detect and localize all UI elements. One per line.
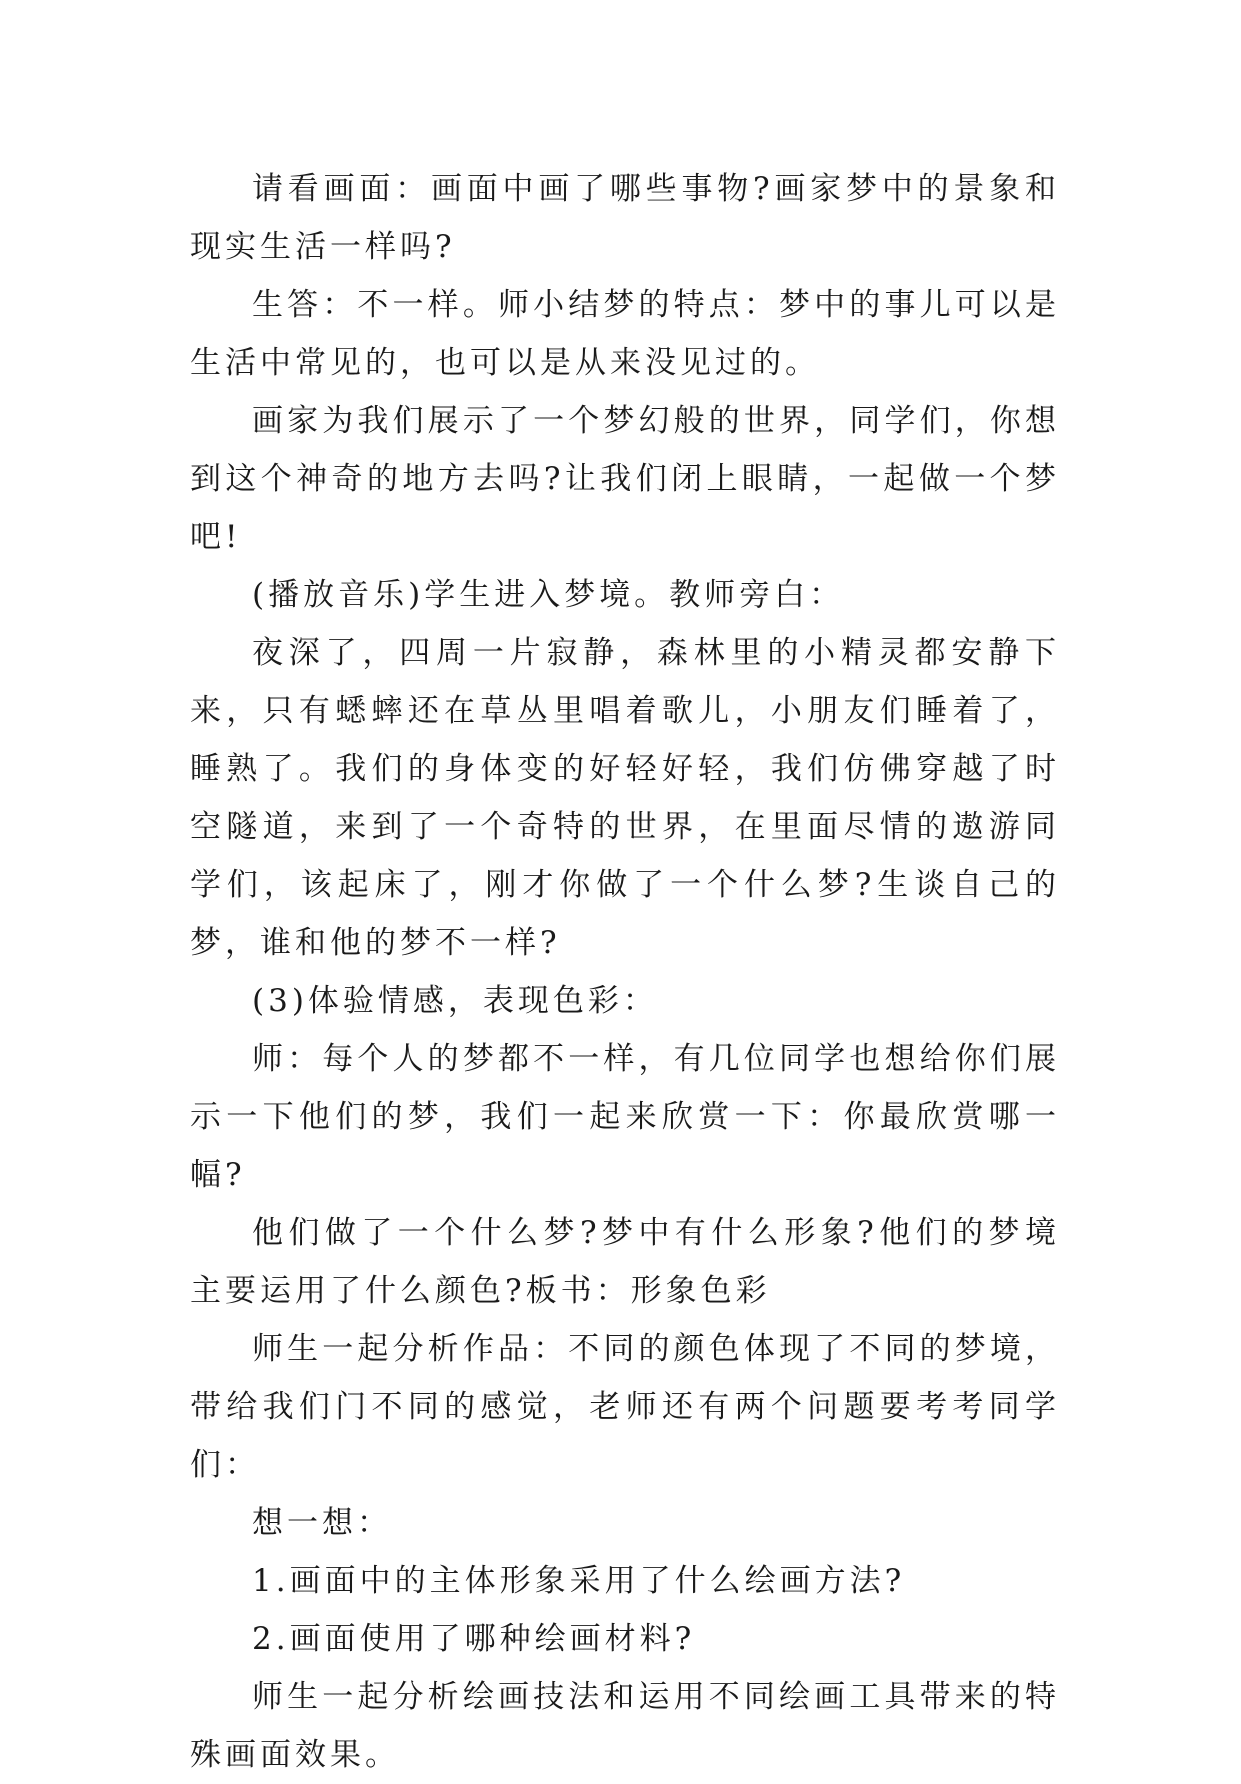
paragraph: 夜深了，四周一片寂静，森林里的小精灵都安静下来，只有蟋蟀还在草丛里唱着歌儿，小朋友们睡着了，睡熟了。我们的身体变的好轻好轻，我们仿佛穿越了时空隧道，来到了一个奇特的世界，在里面尽情的遨游同学们，该起床了，刚才你做了一个什么梦?生谈自己的梦，谁和他的梦不一样? — [190, 635, 1060, 961]
paragraph: 师生一起分析绘画技法和运用不同绘画工具带来的特殊画面效果。 — [190, 1679, 1060, 1773]
paragraph: 师生一起分析作品：不同的颜色体现了不同的梦境，带给我们门不同的感觉，老师还有两个问题要考考同学们： — [190, 1331, 1060, 1483]
paragraph: 师：每个人的梦都不一样，有几位同学也想给你们展示一下他们的梦，我们一起来欣赏一下：你最欣赏哪一幅? — [190, 1041, 1060, 1193]
document-body — [190, 160, 1060, 1784]
paragraph: (播放音乐)学生进入梦境。教师旁白： — [252, 577, 845, 613]
paragraph: (3)体验情感，表现色彩： — [252, 983, 658, 1019]
paragraph: 他们做了一个什么梦?梦中有什么形象?他们的梦境主要运用了什么颜色?板书：形象色彩 — [190, 1215, 1060, 1309]
paragraph: 想一想： — [252, 1505, 392, 1541]
paragraph: 1.画面中的主体形象采用了什么绘画方法? — [252, 1563, 906, 1599]
paragraph: 生答：不一样。师小结梦的特点：梦中的事儿可以是生活中常见的，也可以是从来没见过的。 — [190, 287, 1060, 381]
paragraph: 2.画面使用了哪种绘画材料? — [252, 1621, 696, 1657]
paragraph: 画家为我们展示了一个梦幻般的世界，同学们，你想到这个神奇的地方去吗?让我们闭上眼睛，一起做一个梦吧! — [190, 403, 1060, 555]
paragraph: 请看画面：画面中画了哪些事物?画家梦中的景象和现实生活一样吗? — [190, 171, 1060, 265]
